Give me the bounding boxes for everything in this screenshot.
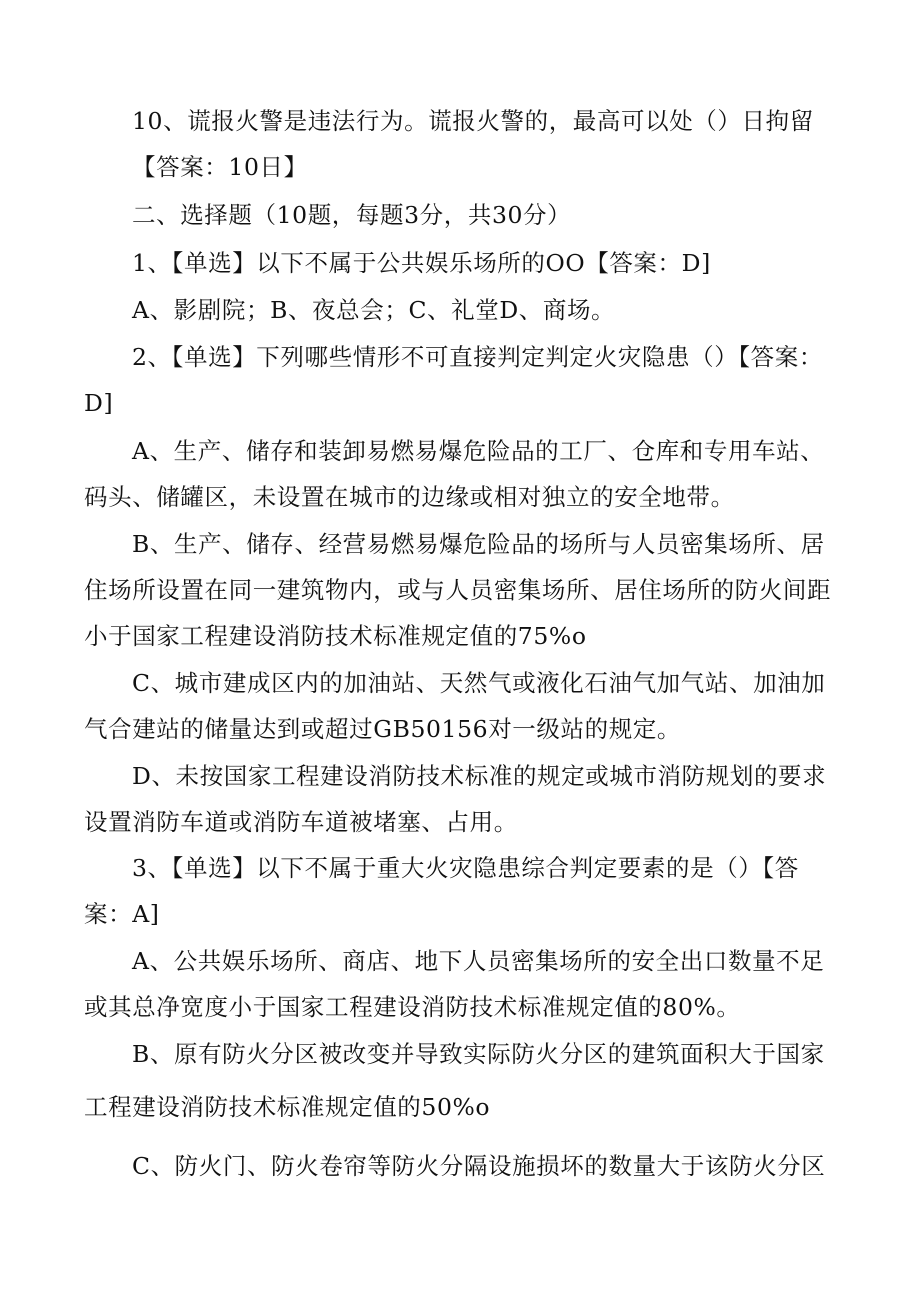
question-2-text-cont: D]	[84, 389, 114, 417]
answer-10: 【答案：10日】	[132, 153, 308, 181]
question-2-option-d-cont: 设置消防车道或消防车道被堵塞、占用。	[84, 808, 518, 836]
question-3-option-b: B、原有防火分区被改变并导致实际防火分区的建筑面积大于国家	[132, 1040, 825, 1068]
question-1-options: A、影剧院；B、夜总会；C、礼堂D、商场。	[132, 296, 616, 324]
question-2-option-b-cont-2: 小于国家工程建设消防技术标准规定值的75%o	[84, 622, 587, 650]
question-10-text: 10、谎报火警是违法行为。谎报火警的，最高可以处（）日拘留	[132, 107, 814, 135]
question-1-text: 1、【单选】以下不属于公共娱乐场所的OO【答案：D]	[132, 249, 711, 277]
question-3-text-cont: 案：A]	[84, 900, 160, 928]
question-3-option-b-cont: 工程建设消防技术标准规定值的50%o	[84, 1093, 491, 1121]
question-3-text: 3、【单选】以下不属于重大火灾隐患综合判定要素的是（）【答	[132, 854, 799, 882]
question-2-option-d: D、未按国家工程建设消防技术标准的规定或城市消防规划的要求	[132, 762, 827, 790]
question-2-option-c: C、城市建成区内的加油站、天然气或液化石油气加气站、加油加	[132, 669, 826, 697]
question-2-option-b: B、生产、储存、经营易燃易爆危险品的场所与人员密集场所、居	[132, 530, 825, 558]
question-3-option-a-cont: 或其总净宽度小于国家工程建设消防技术标准规定值的80%。	[84, 993, 741, 1021]
question-3-option-c: C、防火门、防火卷帘等防火分隔设施损坏的数量大于该防火分区	[132, 1152, 826, 1180]
question-2-text: 2、【单选】下列哪些情形不可直接判定判定火灾隐患（）【答案：	[132, 343, 823, 371]
question-3-option-a: A、公共娱乐场所、商店、地下人员密集场所的安全出口数量不足	[132, 947, 825, 975]
section-heading: 二、选择题（10题，每题3分，共30分）	[132, 201, 572, 229]
question-2-option-c-cont: 气合建站的储量达到或超过GB50156对一级站的规定。	[84, 715, 681, 743]
question-2-option-a: A、生产、储存和装卸易燃易爆危险品的工厂、仓库和专用车站、	[132, 437, 825, 465]
question-2-option-a-cont: 码头、储罐区，未设置在城市的边缘或相对独立的安全地带。	[84, 483, 735, 511]
question-2-option-b-cont-1: 住场所设置在同一建筑物内，或与人员密集场所、居住场所的防火间距	[84, 576, 832, 604]
